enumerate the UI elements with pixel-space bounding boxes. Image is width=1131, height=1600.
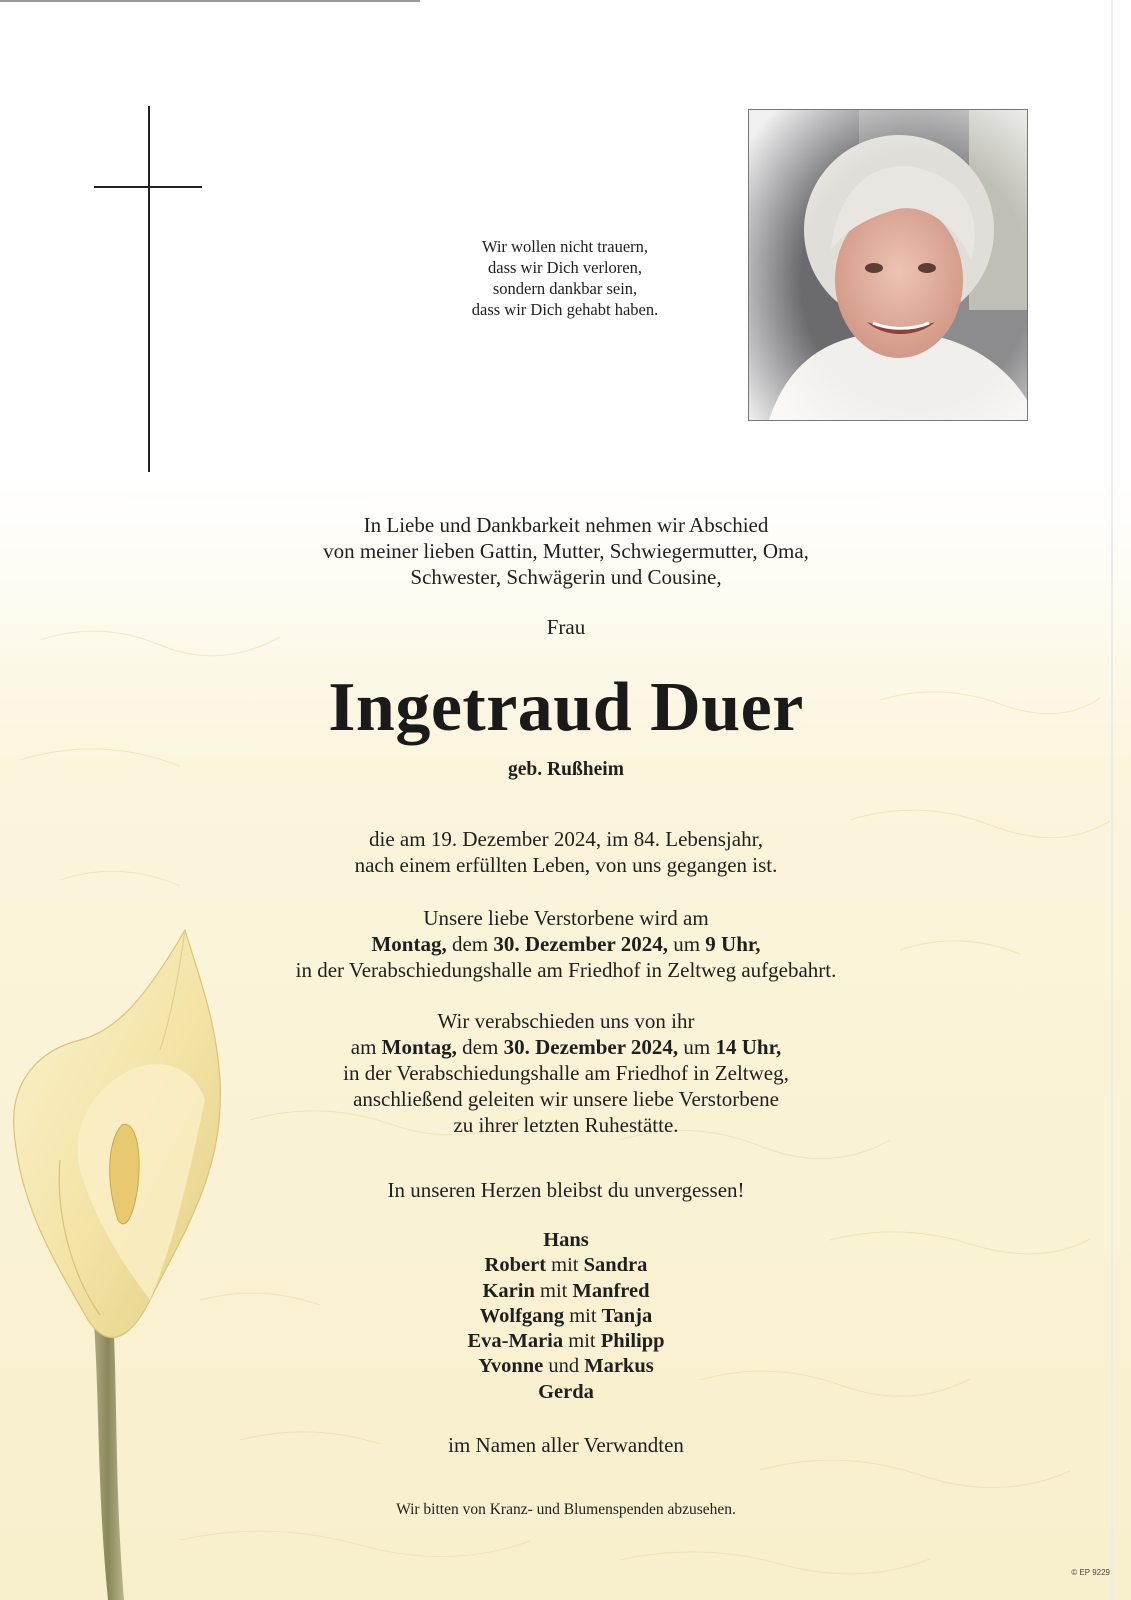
farewell-time: 14 Uhr, [715, 1035, 782, 1059]
farewell-date: 30. Dezember 2024, [503, 1035, 679, 1059]
calla-lily-illustration [0, 920, 260, 1600]
flower-request: Wir bitten von Kranz- und Blumenspenden abzusehen. [396, 1501, 736, 1518]
portrait-photo [748, 109, 1028, 421]
mourner-name: Gerda [538, 1380, 594, 1403]
mourner-partner: Markus [584, 1355, 654, 1378]
poem-verse [400, 236, 730, 320]
mourner-entry [330, 1380, 802, 1405]
laying-out-notice [230, 905, 902, 983]
mourner-name: Yvonne [478, 1355, 544, 1378]
mourner-joiner: mit [534, 1279, 573, 1302]
mourner-entry [330, 1329, 802, 1354]
farewell-text: dem [456, 1035, 504, 1059]
poem-line: Wir wollen nicht trauern, [481, 237, 649, 256]
relatives-line: im Namen aller Verwandten [448, 1433, 684, 1457]
poem-line: dass wir Dich verloren, [488, 258, 642, 277]
salutation: Frau [546, 615, 586, 639]
farewell-line-5: zu ihrer letzten Ruhestätte. [453, 1113, 679, 1137]
laying-time: 9 Uhr, [705, 932, 761, 956]
mourner-name: Eva-Maria [467, 1330, 564, 1353]
farewell-line-2 [230, 1034, 902, 1060]
intro-line: In Liebe und Dankbarkeit nehmen wir Abschied [363, 513, 769, 537]
mourner-name: Karin [482, 1279, 535, 1302]
mourner-partner: Tanja [601, 1304, 653, 1327]
mourner-joiner: mit [564, 1304, 602, 1327]
farewell-line-3: in der Verabschiedungshalle am Friedhof in Zeltweg, [343, 1061, 789, 1085]
farewell-text: um [678, 1035, 716, 1059]
mourner-entry [330, 1228, 802, 1253]
farewell-line-1: Wir verabschieden uns von ihr [437, 1009, 695, 1033]
birth-name: geb. Rußheim [508, 759, 624, 780]
farewell-intro [230, 512, 902, 590]
farewell-text: am [350, 1035, 382, 1059]
laying-day: Montag, [371, 932, 447, 956]
cross-vertical-beam [148, 106, 150, 472]
cross-horizontal-beam [94, 186, 202, 188]
farewell-ceremony-notice [230, 1008, 902, 1138]
product-code: © EP 9229 [1071, 1568, 1110, 1577]
mourner-entry [330, 1279, 802, 1304]
poem-line: sondern dankbar sein, [492, 279, 638, 298]
farewell-line-4: anschließend geleiten wir unsere liebe Verstorbene [353, 1087, 779, 1111]
laying-line-3: in der Verabschiedungshalle am Friedhof in Zeltweg aufgebahrt. [295, 958, 837, 982]
mourner-joiner: mit [546, 1254, 584, 1277]
right-edge-shadow [1111, 0, 1113, 1600]
mourner-joiner: und [543, 1355, 585, 1378]
laying-date: 30. Dezember 2024, [493, 932, 668, 956]
mourner-entry [330, 1354, 802, 1379]
poem-line: dass wir Dich gehabt haben. [471, 300, 659, 319]
laying-text: dem [446, 932, 494, 956]
mourner-name: Robert [484, 1254, 547, 1277]
mourner-partner: Philipp [600, 1330, 665, 1353]
death-line: die am 19. Dezember 2024, im 84. Lebensjahr, [369, 827, 763, 851]
mourner-partner: Manfred [572, 1279, 650, 1302]
laying-line-2 [230, 931, 902, 957]
mourner-entry [330, 1253, 802, 1278]
mourner-entry [330, 1304, 802, 1329]
mourner-name: Wolfgang [479, 1304, 565, 1327]
mourner-name: Hans [543, 1229, 589, 1251]
laying-line-1: Unsere liebe Verstorbene wird am [423, 906, 709, 930]
top-edge-line [0, 0, 420, 2]
mourners-list [330, 1228, 802, 1405]
deceased-name: Ingetraud Duer [328, 669, 804, 746]
memory-line: In unseren Herzen bleibst du unvergessen! [387, 1178, 745, 1202]
intro-line: Schwester, Schwägerin und Cousine, [410, 565, 722, 589]
laying-text: um [667, 932, 706, 956]
death-notice [230, 826, 902, 878]
intro-line: von meiner lieben Gattin, Mutter, Schwiegermutter, Oma, [323, 539, 809, 563]
death-line: nach einem erfüllten Leben, von uns gegangen ist. [354, 853, 778, 877]
mourner-joiner: mit [563, 1330, 601, 1353]
farewell-day: Montag, [381, 1035, 457, 1059]
mourner-partner: Sandra [583, 1254, 648, 1277]
